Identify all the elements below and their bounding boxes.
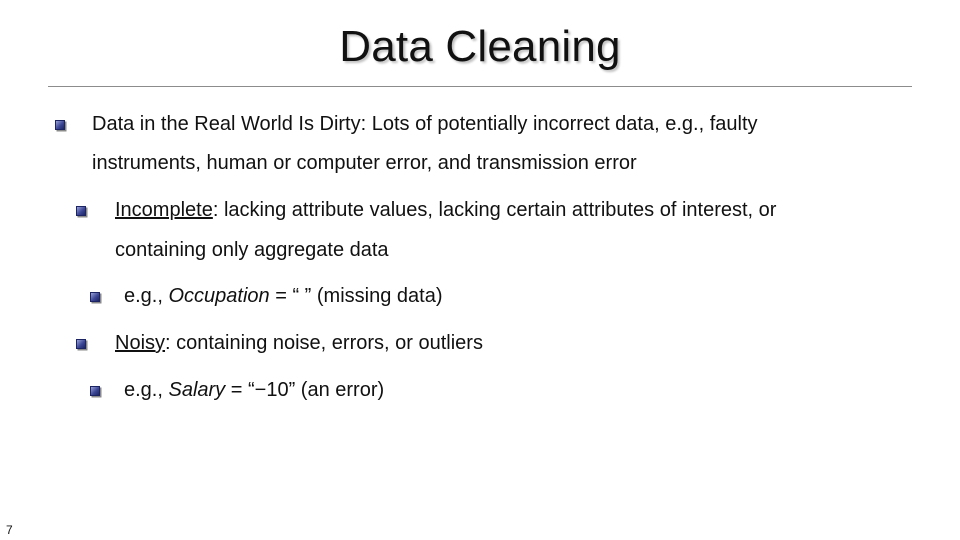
noisy-bullet [115,331,483,355]
noisy-example-attr: Salary [168,379,226,401]
checkbox-bullet-icon [76,206,86,216]
incomplete-bullet-line-1 [115,198,776,222]
checkbox-bullet-icon [90,386,100,396]
checkbox-bullet-icon [90,292,100,302]
main-bullet-line-2: instruments, human or computer error, and transmission error [92,152,637,174]
noisy-example-prefix: e.g., [124,379,169,401]
incomplete-term: Incomplete [115,199,213,221]
slide-number: 7 [6,523,13,537]
incomplete-example [124,284,442,308]
noisy-term: Noisy [115,332,166,354]
main-bullet-line-1: Data in the Real World Is Dirty: Lots of potentially incorrect data, e.g., faulty [92,113,758,135]
noisy-example [124,378,384,402]
noisy-description: : containing noise, errors, or outliers [165,332,483,354]
incomplete-example-suffix: = “ ” (missing data) [269,285,443,307]
noisy-example-suffix: = “−10” (an error) [225,379,385,401]
title-divider [48,86,912,87]
slide-title: Data Cleaning [339,22,621,71]
incomplete-example-attr: Occupation [168,285,270,307]
checkbox-bullet-icon [76,339,86,349]
checkbox-bullet-icon [55,120,65,130]
incomplete-example-prefix: e.g., [124,285,169,307]
incomplete-bullet-line-2: containing only aggregate data [115,239,389,261]
incomplete-description: : lacking attribute values, lacking certain attributes of interest, or [212,199,777,221]
